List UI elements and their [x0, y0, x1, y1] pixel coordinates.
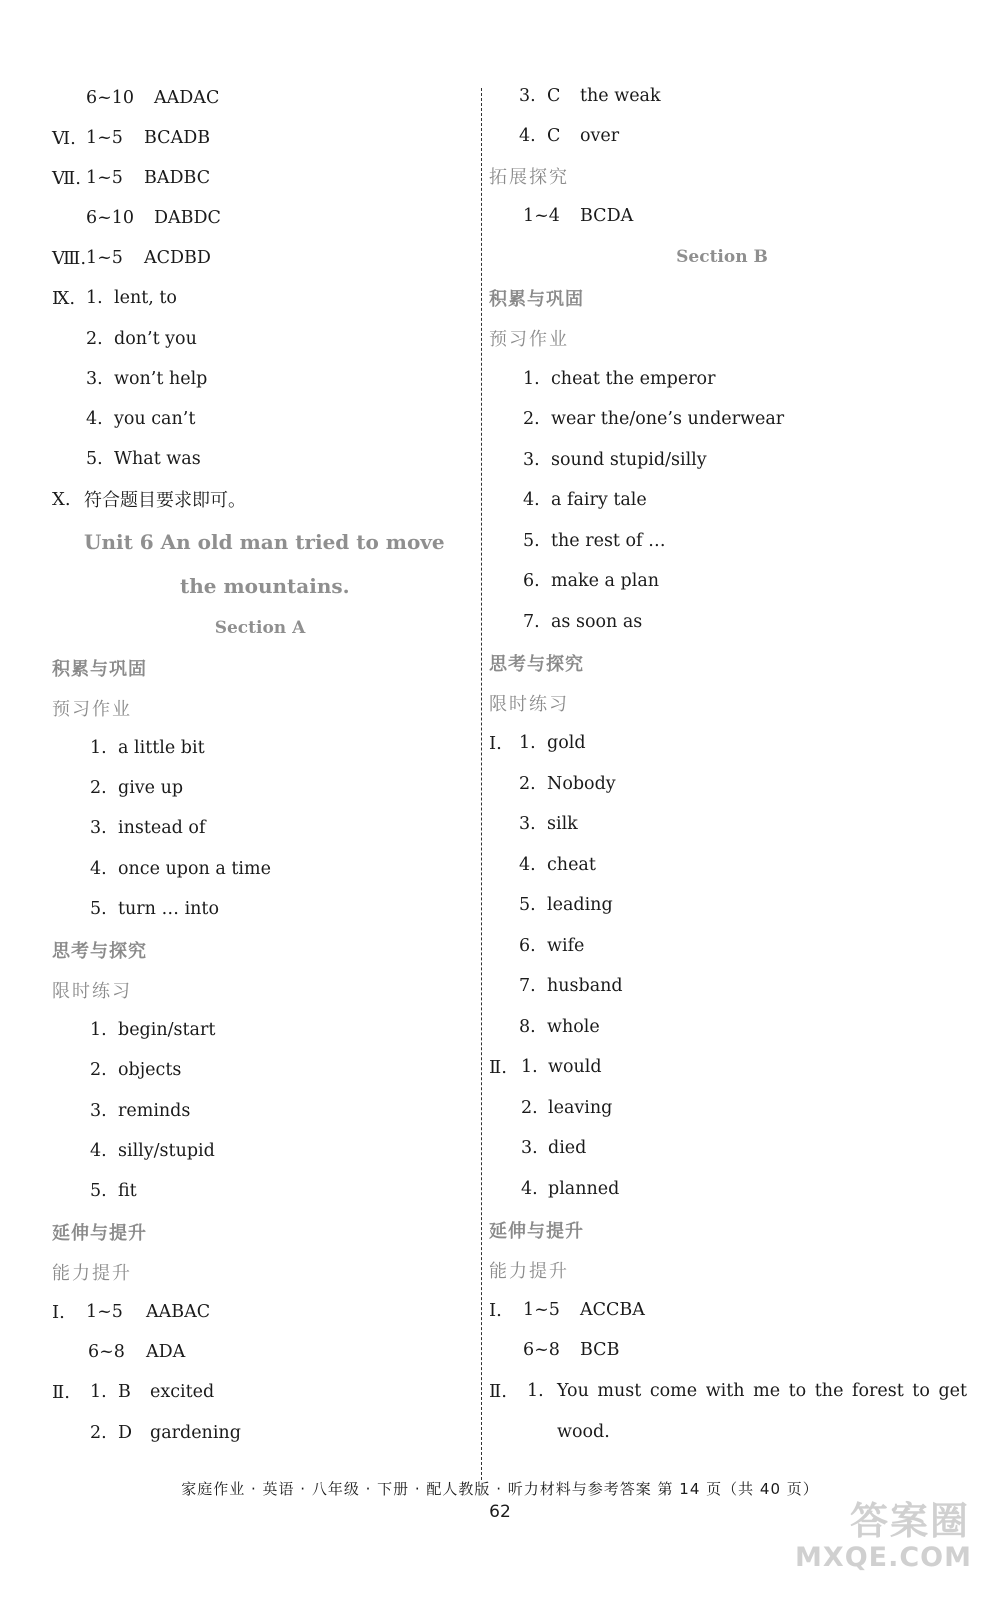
- answer-line: [50, 1050, 470, 1090]
- answer-line: [487, 399, 957, 439]
- roman-numeral: Ⅱ.: [52, 1381, 70, 1403]
- option-letter: B: [118, 1382, 131, 1402]
- item-number: 1.: [519, 733, 536, 753]
- item-number: 4.: [90, 1141, 107, 1161]
- heading-line: [50, 930, 470, 970]
- answer-line: [50, 1091, 470, 1131]
- answer-line: [487, 723, 957, 763]
- option-letter: C: [547, 126, 561, 146]
- watermark-url: MXQE.COM: [795, 1542, 972, 1573]
- answer-value: fit: [118, 1181, 137, 1201]
- answer-line: [50, 808, 470, 848]
- heading-line: [487, 643, 957, 683]
- answer-line: [487, 440, 957, 480]
- answer-value: won’t help: [114, 369, 208, 389]
- item-number: 2.: [90, 1423, 107, 1443]
- answer-line: [487, 885, 957, 925]
- item-number: 1~5: [86, 168, 123, 188]
- answer-line: [50, 889, 470, 929]
- answer-value: ACCBA: [580, 1300, 645, 1320]
- answer-value: as soon as: [551, 612, 643, 632]
- answer-line: [50, 768, 470, 808]
- subsection-heading: 预习作业: [489, 329, 569, 350]
- item-number: 4.: [90, 859, 107, 879]
- unit-title: the mountains.: [180, 574, 350, 598]
- item-number: 4.: [86, 409, 103, 429]
- item-number: 4.: [519, 126, 536, 146]
- item-number: 5.: [86, 449, 103, 469]
- item-number: 2.: [521, 1098, 538, 1118]
- subsection-heading: 能力提升: [52, 1263, 132, 1284]
- answer-line: [487, 521, 957, 561]
- heading-line: [487, 156, 957, 196]
- answer-value: give up: [118, 778, 184, 798]
- answer-line: [50, 319, 470, 359]
- answer-line: [50, 278, 470, 318]
- answer-value: wear the/one’s underwear: [551, 409, 785, 429]
- answer-line: [487, 1128, 957, 1168]
- item-number: 5.: [90, 1181, 107, 1201]
- item-number: 1~5: [86, 128, 123, 148]
- roman-numeral: Ⅰ.: [489, 1299, 502, 1321]
- answer-value: the weak: [580, 86, 661, 106]
- subsection-heading: 能力提升: [489, 1261, 569, 1282]
- answer-value: excited: [150, 1382, 215, 1402]
- answer-value: lent, to: [114, 288, 177, 308]
- answer-value: silly/stupid: [118, 1141, 215, 1161]
- answer-value: the rest of …: [551, 531, 666, 551]
- answer-value: you can’t: [114, 409, 196, 429]
- option-letter: D: [118, 1423, 133, 1443]
- item-number: 1.: [527, 1381, 544, 1401]
- answer-value: BCB: [580, 1340, 620, 1360]
- answer-line: [487, 76, 957, 116]
- heading-line: [50, 1212, 470, 1252]
- item-number: 1.: [523, 369, 540, 389]
- item-number: 3.: [519, 814, 536, 834]
- answer-value: husband: [547, 976, 623, 996]
- heading-line: [487, 1210, 957, 1250]
- answer-line: [50, 238, 470, 278]
- answer-line: [50, 1413, 470, 1453]
- answer-line: [487, 1169, 957, 1209]
- item-number: 3.: [521, 1138, 538, 1158]
- answer-line: [487, 1088, 957, 1128]
- answer-value: over: [580, 126, 620, 146]
- answer-value: wife: [547, 936, 585, 956]
- item-number: 1~5: [86, 1302, 123, 1322]
- subsection-heading: 限时练习: [52, 981, 132, 1002]
- answer-value: died: [548, 1138, 587, 1158]
- section-title: Section A: [214, 618, 306, 638]
- answer-value: What was: [114, 449, 201, 469]
- roman-numeral: Ⅰ.: [52, 1301, 65, 1323]
- answer-line: [50, 118, 470, 158]
- answer-value-continued: wood.: [557, 1422, 610, 1442]
- section-heading: 积累与巩固: [52, 659, 147, 680]
- answer-line: [50, 728, 470, 768]
- answer-value: planned: [548, 1179, 620, 1199]
- answer-value: BADBC: [144, 168, 211, 188]
- answer-value: AADAC: [154, 88, 220, 108]
- answer-line: [50, 1010, 470, 1050]
- answer-value: gold: [547, 733, 586, 753]
- heading-line: [50, 648, 470, 688]
- item-number: 2.: [523, 409, 540, 429]
- subsection-heading: 限时练习: [489, 694, 569, 715]
- answer-value: whole: [547, 1017, 600, 1037]
- answer-value: leading: [547, 895, 613, 915]
- item-number: 7.: [519, 976, 536, 996]
- item-number: 1~5: [523, 1300, 560, 1320]
- answer-line: [487, 966, 957, 1006]
- item-number: 1.: [90, 738, 107, 758]
- unit-title-line: [50, 522, 470, 562]
- answer-value: ADA: [146, 1342, 186, 1362]
- answer-line: [50, 78, 470, 118]
- answer-value: AABAC: [146, 1302, 211, 1322]
- answer-line: [50, 1171, 470, 1211]
- answer-value: turn … into: [118, 899, 220, 919]
- item-number: 6.: [523, 571, 540, 591]
- section-heading: 延伸与提升: [489, 1221, 584, 1242]
- answer-line: [50, 198, 470, 238]
- subsection-heading: 预习作业: [52, 699, 132, 720]
- page-number: 62: [489, 1502, 511, 1522]
- item-number: 6~10: [86, 88, 135, 108]
- answer-line: [487, 1047, 957, 1087]
- heading-line: [487, 1250, 957, 1290]
- item-number: 2.: [90, 778, 107, 798]
- answer-line: [487, 359, 957, 399]
- roman-numeral: Ⅶ.: [52, 167, 81, 189]
- option-letter: C: [547, 86, 561, 106]
- section-heading: 积累与巩固: [489, 289, 584, 310]
- answer-line: [50, 399, 470, 439]
- unit-title-line: [50, 566, 470, 606]
- answer-line: [487, 1290, 957, 1330]
- item-number: 3.: [90, 818, 107, 838]
- heading-line: [487, 683, 957, 723]
- roman-numeral: Ⅹ.: [52, 488, 71, 510]
- item-number: 3.: [523, 450, 540, 470]
- unit-title: Unit 6 An old man tried to move: [84, 530, 445, 554]
- answer-line: [487, 561, 957, 601]
- item-number: 8.: [519, 1017, 536, 1037]
- item-number: 3.: [519, 86, 536, 106]
- answer-value: DABDC: [154, 208, 221, 228]
- item-number: 4.: [523, 490, 540, 510]
- watermark-text: 答案圈: [849, 1499, 970, 1543]
- answer-line: [487, 1371, 968, 1411]
- answer-line: [487, 1007, 957, 1047]
- item-number: 1.: [90, 1020, 107, 1040]
- item-number: 3.: [90, 1101, 107, 1121]
- answer-line: [487, 1330, 957, 1370]
- item-number: 6~10: [86, 208, 135, 228]
- answer-value: You must come with me to the forest to get: [557, 1381, 968, 1401]
- section-heading: 思考与探究: [52, 941, 147, 962]
- item-number: 1~4: [523, 206, 560, 226]
- roman-numeral: Ⅸ.: [52, 287, 76, 309]
- roman-numeral: Ⅵ.: [52, 127, 76, 149]
- answer-value: instead of: [118, 818, 206, 838]
- subsection-heading: 拓展探究: [489, 167, 569, 188]
- heading-line: [50, 688, 470, 728]
- answer-line: [50, 1131, 470, 1171]
- item-number: 4.: [519, 855, 536, 875]
- answer-line: [487, 845, 957, 885]
- answer-line: [487, 764, 957, 804]
- item-number: 5.: [90, 899, 107, 919]
- answer-value: a little bit: [118, 738, 205, 758]
- item-number: 2.: [86, 329, 103, 349]
- page-footer: 家庭作业 · 英语 · 八年级 · 下册 · 配人教版 · 听力材料与参考答案 第 14 页（共 40 页）: [181, 1480, 819, 1498]
- item-number: 1.: [521, 1057, 538, 1077]
- column-divider: [481, 88, 482, 1480]
- heading-line: [50, 1252, 470, 1292]
- answer-value: cheat: [547, 855, 596, 875]
- answer-value: a fairy tale: [551, 490, 647, 510]
- answer-line: [487, 1412, 957, 1452]
- answer-line: [50, 849, 470, 889]
- answer-line: [50, 1292, 470, 1332]
- section-line: [50, 608, 470, 648]
- item-number: 6~8: [88, 1342, 125, 1362]
- item-number: 5.: [523, 531, 540, 551]
- item-number: 2.: [519, 774, 536, 794]
- answer-value: sound stupid/silly: [551, 450, 707, 470]
- answer-line: [487, 116, 957, 156]
- answer-value: objects: [118, 1060, 182, 1080]
- section-heading: 思考与探究: [489, 654, 584, 675]
- answer-value: reminds: [118, 1101, 191, 1121]
- answer-value: ACDBD: [144, 248, 211, 268]
- answer-line: [50, 479, 470, 519]
- answer-value: make a plan: [551, 571, 660, 591]
- answer-value: silk: [547, 814, 578, 834]
- answer-value: cheat the emperor: [551, 369, 716, 389]
- item-number: 1~5: [86, 248, 123, 268]
- answer-value: BCADB: [144, 128, 211, 148]
- answer-line: [487, 602, 957, 642]
- answer-value: would: [548, 1057, 602, 1077]
- roman-numeral: Ⅰ.: [489, 732, 502, 754]
- heading-line: [487, 278, 957, 318]
- answer-line: [50, 439, 470, 479]
- roman-numeral: Ⅱ.: [489, 1056, 507, 1078]
- section-line: [487, 237, 957, 277]
- item-number: 3.: [86, 369, 103, 389]
- answer-line: [50, 359, 470, 399]
- section-title: Section B: [676, 247, 768, 267]
- answer-value: leaving: [548, 1098, 613, 1118]
- item-number: 4.: [521, 1179, 538, 1199]
- answer-value: once upon a time: [118, 859, 271, 879]
- answer-line: [50, 158, 470, 198]
- answer-value: Nobody: [547, 774, 616, 794]
- answer-line: [487, 196, 957, 236]
- answer-line: [487, 804, 957, 844]
- answer-line: [487, 480, 957, 520]
- item-number: 6~8: [523, 1340, 560, 1360]
- item-number: 5.: [519, 895, 536, 915]
- section-heading: 延伸与提升: [52, 1223, 147, 1244]
- answer-value: don’t you: [114, 329, 197, 349]
- answer-value: 符合题目要求即可。: [84, 490, 246, 511]
- item-number: 6.: [519, 936, 536, 956]
- item-number: 1.: [86, 288, 103, 308]
- item-number: 1.: [90, 1382, 107, 1402]
- watermark-logo: [795, 1488, 980, 1588]
- answer-line: [487, 926, 957, 966]
- roman-numeral: Ⅱ.: [489, 1380, 507, 1402]
- heading-line: [50, 970, 470, 1010]
- answer-value: begin/start: [118, 1020, 216, 1040]
- answer-line: [50, 1372, 470, 1412]
- answer-value: gardening: [150, 1423, 241, 1443]
- item-number: 7.: [523, 612, 540, 632]
- roman-numeral: Ⅷ.: [52, 247, 87, 269]
- answer-value: BCDA: [580, 206, 634, 226]
- item-number: 2.: [90, 1060, 107, 1080]
- answer-line: [50, 1332, 470, 1372]
- heading-line: [487, 318, 957, 358]
